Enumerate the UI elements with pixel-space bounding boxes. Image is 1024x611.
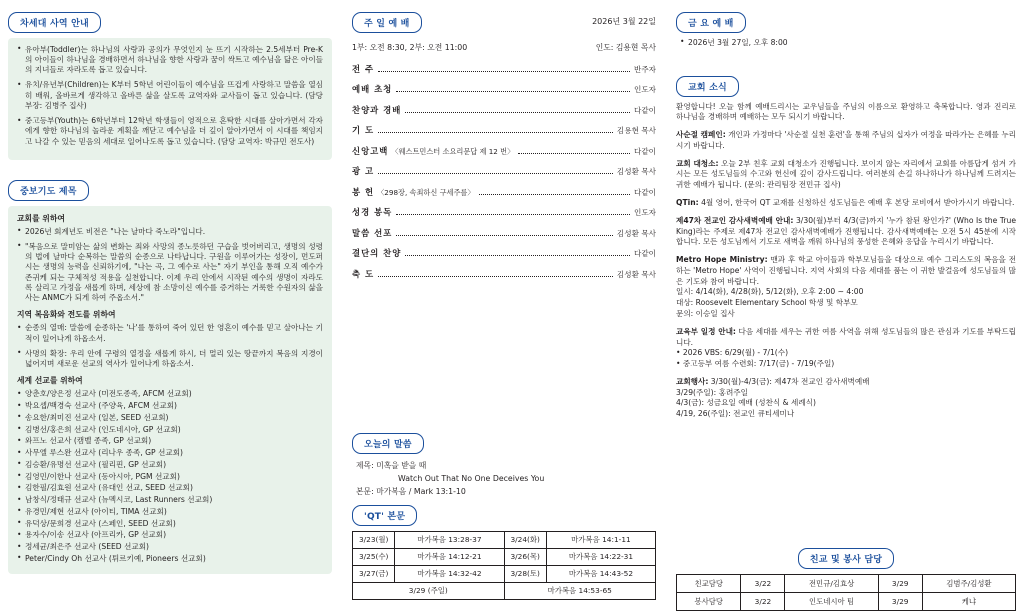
message-header [352,433,656,454]
service-leader: 인도: 김용현 목사 [595,42,656,52]
message-text-row [356,485,656,498]
worship-item-person: 김용현 목사 [616,126,656,135]
dot-leader [396,91,630,92]
prayer-group-list-church [17,227,323,304]
news-item [676,198,1016,209]
worship-item-person: 반주자 [633,64,656,74]
qt-date: 3/25(수) [353,548,395,565]
service-times: 1부: 오전 8:30, 2부: 오전 11:00 [352,42,468,52]
qt-date: 3/27(금) [353,565,395,582]
worship-item-name: 예배 초청 [352,84,393,94]
news-body [676,327,1016,370]
worship-item-note: 〈298장, 속죄하신 구세주를〉 [377,187,475,197]
friday-title: 금 요 예 배 [676,12,746,33]
worship-line [352,268,656,280]
qt-passage: 마가복음 13:28-37 [395,531,504,548]
duty-header [676,548,1016,569]
sunday-service-section [352,12,656,288]
worship-line [352,124,656,136]
qt-table [352,531,656,600]
dot-leader [378,173,613,174]
news-item-text: 3/30(월)부터 4/3(금)까지 '누가 참된 왕인가?' (Who Is the True King)라는 주제로 제47차 전교인 감사새벽예배가 진행됩니다. 감사새벽예배는 오전 5시 45분에 시작합니다. 모든 성도님께서 기도로 새벽을 깨워 하나님의 풍성한 은혜와 응답을 누리시기 바랍니다. [676,215,1016,247]
message-subject-ko: 미혹을 받을 때 [376,460,427,470]
worship-line [352,227,656,239]
qt-passage: 마가복음 14:32-42 [395,565,504,582]
news-item-title: Metro Hope Ministry: [676,255,768,265]
prayer-title: 중보기도 제목 [8,180,89,201]
list-item: • 순종의 열매: 말씀에 순종하는 '나'를 통하여 죽어 있던 한 영혼이 예수를 믿고 살아나는 기적이 일어나게 하옵소서. [17,323,323,344]
worship-item-name: 결단의 찬양 [352,248,402,258]
table-row [677,592,1016,610]
duty-names: 인도네시아 팀 [785,592,878,610]
middle-column [346,0,662,608]
list-item: • 박요셉/백경숙 선교사 (주양육, AFCM 선교회) [17,401,323,411]
list-item: • Peter/Cindy Oh 선교사 (튀르키예, Pioneers 선교회) [17,554,323,564]
worship-item-person: 다같이 [633,105,656,115]
prayer-panel [8,206,332,574]
news-item-title: 제47차 전교인 감사새벽예배 안내: [676,215,794,225]
next-gen-panel [8,38,332,160]
news-item [676,255,1016,320]
next-gen-section [8,12,332,160]
service-times-row [352,42,656,53]
news-body: 환영합니다! 오늘 함께 예배드리시는 교우님들을 주님의 이름으로 환영하고 축복합니다. 영과 진리로 하나님을 경배하며 예배하는 모두 되시기 바랍니다. [676,101,1016,122]
list-item: • "복음으로 말미암는 삶의 변화는 죄와 사망의 종노릇하던 구습을 벗어버리고, 생명의 성령의 법에 날마다 순복하는 말씀의 순종으로 나타납니다. 구원을 이루어가는 성장이, 먼도퍼시는 생명의 능력을 신뢰하기에, "나는 곡, 그 예수로 사는" 자기 부인을 통해 오직 예수가 존귀케 되는 구체적성 적용을 실천합니다. 이제 우리 안에서 시작된 예수의 생명이 자라도록 살리고 가정을 새롭게 하며, 세상에 참 소망이신 예수를 증거하는 거룩한 수원자의 삶을 사는 ANMC가 되게 하여 주옵소서." [17,242,323,304]
qt-date: 3/23(월) [353,531,395,548]
worship-line [352,206,656,218]
news-item [676,159,1016,191]
table-row [353,531,656,548]
worship-item-name: 말씀 선포 [352,227,393,238]
table-row [353,548,656,565]
next-gen-list [17,45,323,147]
worship-item-person: 다같이 [633,249,656,258]
worship-item-person: 다같이 [633,187,656,197]
worship-item-person: 김성환 목사 [616,228,656,238]
qt-passage: 마가복음 14:53-65 [504,582,656,599]
news-item-title: 교육부 일정 안내: [676,326,736,336]
message-title: 오늘의 말씀 [352,433,424,454]
next-gen-title: 차세대 사역 안내 [8,12,101,33]
duty-label: 친교담당 [677,574,741,592]
list-item: • 김병선/홍은희 선교사 (인도네시아, GP 선교회) [17,425,323,435]
dot-leader [396,235,613,236]
qt-section [352,505,656,600]
dot-leader [405,255,630,256]
message-subject-row [356,459,656,472]
list-item: • 2026년 회계년도 비전은 "나는 날마다 죽노라"입니다. [17,227,323,237]
news-body [676,216,1016,248]
news-body [676,377,1016,420]
news-item [676,130,1016,152]
news-body [676,130,1016,152]
worship-line [352,186,656,198]
prayer-group-list-evangelism [17,323,323,369]
duty-table [676,574,1016,611]
prayer-group-list-missions [17,389,323,564]
qt-date: 3/28(토) [504,565,546,582]
news-item-text: 맨과 후 학교 아이들과 학부모님들을 대상으로 예수 그리스도의 복음을 전하는 'Metro Hope' 사역이 진행됩니다. 지역 사회의 다음 세대를 품는 이 귀한 발걸음에 성도님들의 많은 기도와 참여 바랍니다. 일시: 4/14(화), 4/28(화), 5/12(화), 오후 2:00 ~ 4:00 대상: Roosevelt Elementary School 학생 및 학부모 문의: 이승일 집사 [676,255,1017,318]
dot-leader [378,71,630,72]
list-item: • 유아부(Toddler)는 하나님의 사랑과 공의가 무엇인지 눈 뜨기 시작하는 2.5세부터 Pre-K의 아이들이 하나님을 경배하면서 하나님을 향한 사랑과 꿈이 싹트고 예수님을 닮은 아이들의 지녀들로 자라도록 돕고 있습니다. [17,45,323,76]
sunday-service-title: 주 일 예 배 [352,12,422,33]
worship-item-name: 성경 봉독 [352,207,393,217]
table-row [353,565,656,582]
duty-title: 친교 및 봉사 담당 [798,548,894,569]
worship-item-name: 광 고 [352,166,375,176]
worship-item-person: 김성환 목사 [616,167,656,176]
dot-leader [405,112,630,113]
friday-header [676,12,1016,33]
dot-leader [518,153,630,154]
duty-date: 3/29 [878,592,922,610]
worship-line [352,104,656,116]
news-item-title: 교회 대청소: [676,158,719,168]
dot-leader [479,194,630,195]
list-item: • 용자수/이송 선교사 (아프리카, GP 선교회) [17,530,323,540]
qt-passage: 마가복음 14:43-52 [546,565,655,582]
worship-line [352,165,656,177]
list-item: • 와프노 선교사 (캠벨 종족, GP 선교회) [17,436,323,446]
list-item: • 유치/유년부(Children)는 K부터 5학년 어린이들이 예수님을 뜨겁게 사랑하고 말씀을 열심히 배워, 올바르게 생각하고 올바른 삶을 살도록 교역자와 교사들이 돕고 있습니다. (담당 부장: 김병주 집사) [17,80,323,111]
worship-item-person: 인도자 [633,85,656,94]
message-text-label: 본문: [356,487,374,496]
worship-item-name: 신앙고백 [352,145,389,156]
duty-section [676,548,1016,611]
worship-item-note: 〈웨스트민스터 소요리문답 제 12 번〉 [391,146,515,156]
table-row [353,582,656,599]
duty-names: 케냐 [922,592,1015,610]
duty-names: 전민규/김효상 [785,574,878,592]
list-item: • 송요한/최미진 선교사 (일본, SEED 선교회) [17,413,323,423]
dot-leader [396,214,630,215]
news-item-text: 개인과 가정마다 '사순절 실천 훈련'을 통해 주님의 십자가 여정을 따라가는 은혜를 누리시기 바랍니다. [676,130,1016,150]
friday-list [676,38,1016,48]
news-item-text: 3/30(월)-4/3(금): 제47차 전교인 감사새벽예배 3/29(주일): 홍려주일 4/3(금): 성금요일 예배 (성찬식 & 세례식) 4/19, 26(주일): 전교인 큐티세미나 [676,376,870,419]
news-item-title: 교회행사: [676,376,709,386]
news-body [676,198,1016,209]
list-item: • 사무엘 루스완 선교사 (리나우 종족, GP 선교회) [17,448,323,458]
news-item-text: 다음 세대를 세우는 귀한 여름 사역을 위해 성도님들의 많은 관심과 기도를 부탁드립니다. • 2026 VBS: 6/29(월) - 7/1(수) • 중고등부 여름 수련회: 7/17(금) - 7/19(주일) [676,326,1016,369]
qt-header [352,505,656,526]
list-item: • 김승환/유명선 선교사 (필리핀, GP 선교회) [17,460,323,470]
duty-date: 3/22 [741,592,785,610]
message-text: 마가복음 / Mark 13:1-10 [376,487,466,496]
news-item-text: 오늘 2부 친후 교회 대청소가 진행됩니다. 보이지 않는 자리에서 교회를 아름답게 섬겨 가시는 모든 성도님들의 수고와 헌신에 깊이 감사드립니다. 여러분의 손길 하나하나가 하나님께 드려지는 귀한 예배가 됩니다. (문의: 관리팀장 전민규 집사) [676,158,1017,190]
qt-passage: 마가복음 14:22-31 [546,548,655,565]
duty-date: 3/22 [741,574,785,592]
qt-date: 3/29 (주일) [353,582,505,599]
prayer-group-heading: 교회를 위하여 [17,213,65,223]
worship-line [352,83,656,95]
message-subject-en: Watch Out That No One Deceives You [398,473,545,483]
news-item [676,102,1016,124]
worship-item-person: 인도자 [633,208,656,217]
list-item: • 김영민/이한나 선교사 (동아시아, PGM 선교회) [17,472,323,482]
news-item [676,327,1016,370]
sunday-service-header [352,12,656,33]
service-date: 2026년 3월 22일 [592,17,656,26]
news-item-title: QTin: [676,197,699,207]
worship-item-person: 다같이 [633,146,656,156]
prayer-section [8,180,332,574]
news-body [676,159,1016,191]
next-gen-header [8,12,332,33]
worship-item-person: 김성환 목사 [616,269,656,279]
news-header [676,76,1016,97]
worship-item-name: 전 주 [352,63,375,74]
news-item-text: 4월 영어, 한국어 QT 교재를 신청하신 성도님들은 예배 후 본당 로비에서 받아가시기 바랍니다. [698,197,1015,207]
worship-item-name: 찬양과 경배 [352,104,402,115]
list-item: • 남창식/정태규 선교사 (뉴멕시코, Last Runners 선교회) [17,495,323,505]
worship-line [352,63,656,75]
qt-title: 'QT' 본문 [352,505,417,526]
duty-label: 봉사담당 [677,592,741,610]
qt-date: 3/24(화) [504,531,546,548]
list-item: • 양춘호/양은정 선교사 (미전도종족, AFCM 선교회) [17,389,323,399]
list-item: • 중고등부(Youth)는 6학년부터 12학년 학생들이 영적으로 혼탁한 시대를 살아가면서 각자에게 향한 하나님의 놀라운 계획을 깨닫고 예수님을 더 깊이 알아가면서 이 시대를 책임지고 나갈 수 있는 믿음의 세대로 일어나도록 돕고 있습니다. (담당 교역자: 박규민 전도사) [17,116,323,147]
qt-passage: 마가복음 14:1-11 [546,531,655,548]
church-news-section [676,76,1016,427]
worship-item-name: 축 도 [352,268,375,279]
news-title: 교회 소식 [676,76,739,97]
duty-date: 3/29 [878,574,922,592]
news-item [676,216,1016,248]
order-of-worship [352,63,656,280]
prayer-group-heading: 세계 선교를 위하여 [17,376,83,386]
worship-line [352,145,656,157]
news-body [676,255,1016,320]
message-subject-en-row [356,472,656,485]
news-item [676,377,1016,420]
list-item: • 김한필/김효원 선교사 (유대인 선교, SEED 선교회) [17,483,323,493]
worship-line [352,247,656,259]
list-item: • 유덕상/문희경 선교사 (스페인, SEED 선교회) [17,519,323,529]
qt-date: 3/26(목) [504,548,546,565]
prayer-header [8,180,332,201]
qt-passage: 마가복음 14:12-21 [395,548,504,565]
dot-leader [378,276,613,277]
right-column [668,0,1024,608]
table-row [677,574,1016,592]
prayer-group-heading: 지역 복음화와 전도를 위하여 [17,310,116,320]
duty-names: 김범주/김성환 [922,574,1015,592]
worship-item-name: 봉 헌 [352,186,375,197]
dot-leader [378,132,613,133]
list-item: • 유경민/제현 선교사 (아이티, TIMA 선교회) [17,507,323,517]
list-item: • 사명의 확장: 우리 안에 구령의 열정을 새롭게 하시, 더 멀리 있는 땅끝까지 복음의 지경이 넓어지며 새로운 선교의 역사가 일어나게 하옵소서. [17,349,323,370]
left-column [0,0,340,608]
list-item: • 2026년 3월 27일, 오후 8:00 [680,38,1016,48]
list-item: • 정세균/최은주 선교사 (SEED 선교회) [17,542,323,552]
friday-service-section [676,12,1016,53]
todays-message-section [352,433,656,498]
news-item-title: 사순절 캠페인: [676,130,726,140]
message-subject-label: 제목: [356,460,374,470]
message-body [352,459,656,499]
worship-item-name: 기 도 [352,125,375,135]
